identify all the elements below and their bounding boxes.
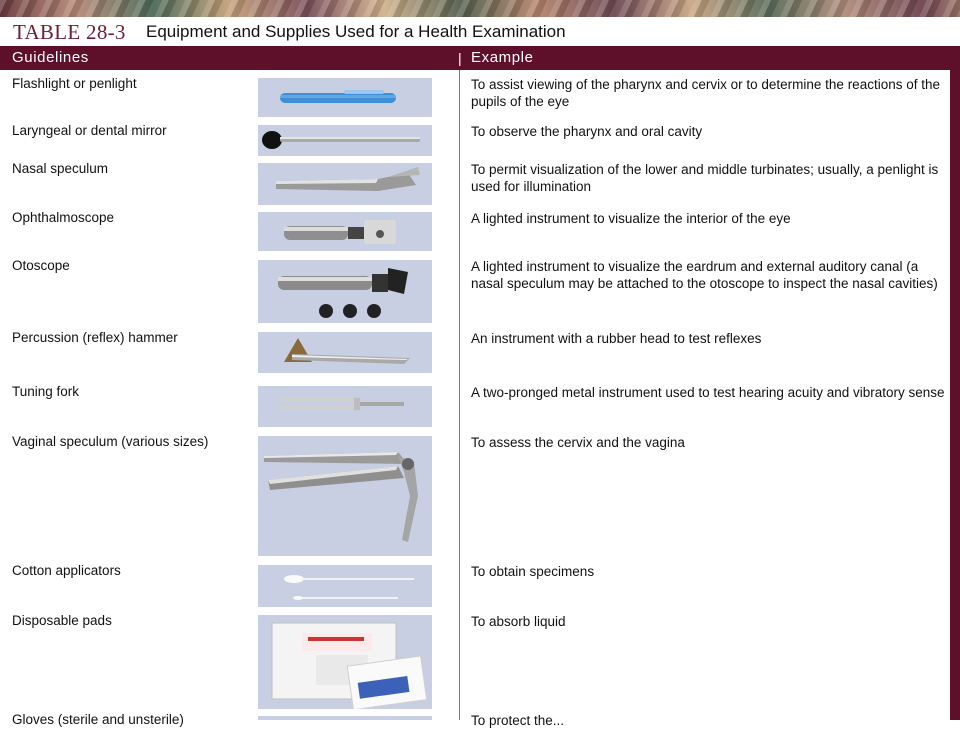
row-label-otoscope: Otoscope [12, 258, 70, 273]
row-label-gloves: Gloves (sterile and unsterile) [12, 712, 184, 727]
row-desc-ophthalmoscope: A lighted instrument to visualize the interior of the eye [471, 211, 791, 226]
column-divider [459, 70, 460, 720]
row-label-ophthalmoscope: Ophthalmoscope [12, 210, 115, 225]
table-title: Equipment and Supplies Used for a Health Examination [146, 22, 566, 41]
reflex-hammer-photo [258, 332, 432, 373]
vaginal-speculum-photo [258, 436, 432, 556]
row-desc-nasal-speculum: To permit visualization of the lower and middle turbinates; usually, a penlight is used for illumination [471, 162, 939, 194]
row-desc-gloves: To protect the... [471, 713, 565, 728]
tuning-fork-photo [258, 386, 432, 427]
disposable-pads-photo [258, 615, 432, 709]
right-edge-border [950, 46, 960, 720]
row-desc-disposable-pads: To absorb liquid [471, 614, 566, 629]
decorative-banner [0, 0, 960, 17]
nasal-speculum-photo [258, 163, 432, 205]
row-label-disposable-pads: Disposable pads [12, 613, 112, 628]
row-label-cotton-applicators: Cotton applicators [12, 563, 121, 578]
gloves-photo [258, 716, 432, 720]
row-label-vaginal-speculum: Vaginal speculum (various sizes) [12, 434, 209, 449]
table-number: TABLE 28-3 [13, 20, 126, 44]
row-desc-tuning-fork: A two-pronged metal instrument used to test hearing acuity and vibratory sense [471, 385, 945, 400]
row-label-tuning-fork: Tuning fork [12, 384, 80, 399]
table-title-bar [0, 17, 960, 46]
row-label-mirror: Laryngeal or dental mirror [12, 123, 167, 138]
otoscope-photo [258, 260, 432, 323]
row-label-nasal-speculum: Nasal speculum [12, 161, 109, 176]
ophthalmoscope-photo [258, 212, 432, 251]
header-example: Example [471, 49, 534, 66]
row-desc-mirror: To observe the pharynx and oral cavity [471, 124, 703, 139]
row-label-flashlight: Flashlight or penlight [12, 76, 137, 91]
row-label-reflex-hammer: Percussion (reflex) hammer [12, 330, 178, 345]
penlight-photo [258, 78, 432, 117]
dental-mirror-photo [258, 125, 432, 156]
row-desc-cotton-applicators: To obtain specimens [471, 564, 595, 579]
row-desc-flashlight: To assist viewing of the pharynx and cervix or to determine the reactions of the pupils of the eye [471, 77, 940, 109]
table-header [0, 46, 960, 70]
cotton-applicators-photo [258, 565, 432, 607]
header-guidelines: Guidelines [12, 49, 89, 66]
row-desc-otoscope: A lighted instrument to visualize the eardrum and external auditory canal (a nasal speculum may be attached to the otoscope to inspect the nasal cavities) [471, 259, 938, 291]
header-separator: | [458, 50, 462, 66]
row-desc-reflex-hammer: An instrument with a rubber head to test reflexes [471, 331, 762, 346]
row-desc-vaginal-speculum: To assess the cervix and the vagina [471, 435, 685, 450]
